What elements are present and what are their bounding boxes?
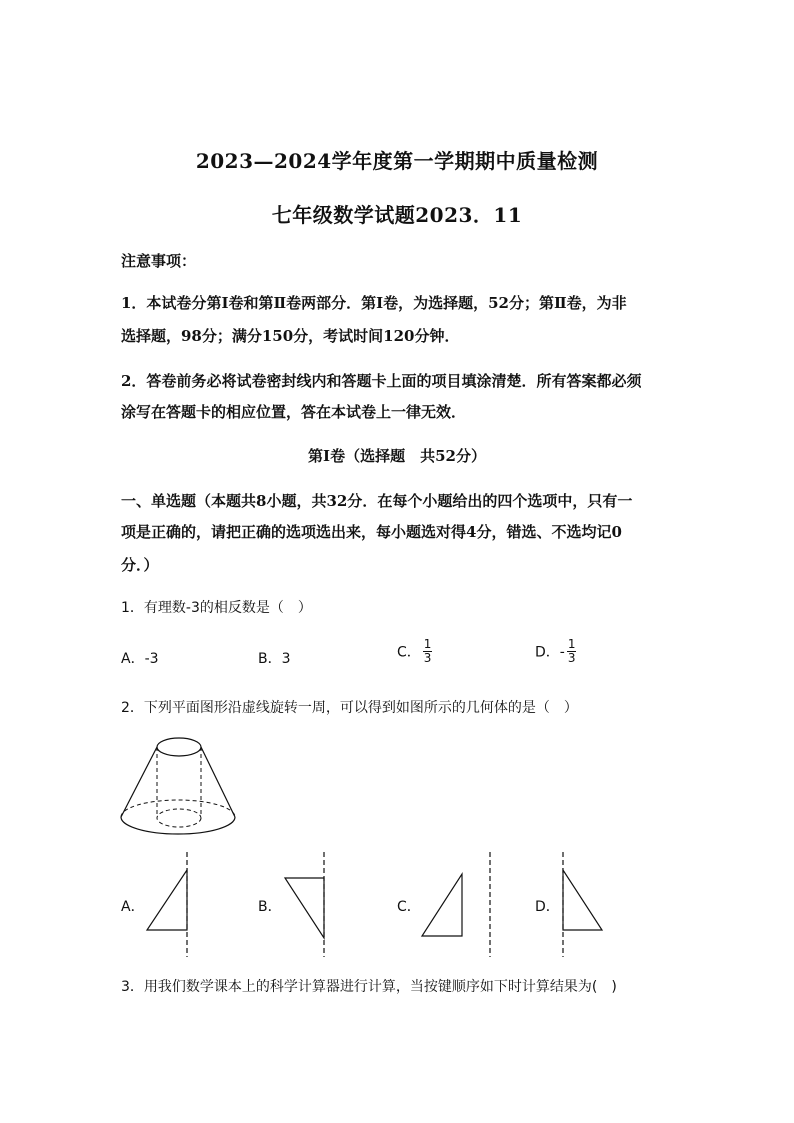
notice-heading: 注意事项：: [121, 252, 197, 270]
option-c-numerator: 1: [423, 637, 432, 651]
question-2-option-b-label: B．: [258, 899, 282, 915]
notice-item-2-line-2: 涂写在答题卡的相应位置，答在本试卷上一律无效．: [121, 403, 467, 421]
question-1-option-d: [535, 638, 576, 665]
question-2-option-a-label: A．: [121, 899, 145, 915]
question-2-option-c-label: C．: [397, 899, 421, 915]
notice-item-2-line-1: 2．答卷前务必将试卷密封线内和答题卡上面的项目填涂清楚．所有答案都必须: [121, 372, 642, 390]
option-d-denominator: 3: [567, 651, 576, 665]
option-d-label: D．-: [535, 644, 565, 661]
frustum-figure: [110, 730, 245, 840]
question-2-option-d-label: D．: [535, 899, 560, 915]
notice-item-1-line-2: 选择题，98分；满分150分，考试时间120分钟．: [121, 327, 460, 345]
section-instructions-line-2: 项是正确的，请把正确的选项选出来，每小题选对得4分，错选、不选均记0: [121, 523, 622, 541]
option-d-numerator: 1: [567, 637, 576, 651]
option-c-label: C．: [397, 644, 421, 661]
question-1-stem: 1．有理数-3的相反数是（ ）: [121, 600, 312, 616]
notice-item-1-line-1: 1．本试卷分第Ⅰ卷和第Ⅱ卷两部分．第Ⅰ卷，为选择题，52分；第Ⅱ卷，为非: [121, 294, 627, 312]
section-instructions-line-1: 一、单选题（本题共8小题，共32分．在每个小题给出的四个选项中，只有一: [121, 492, 633, 510]
option-c-denominator: 3: [423, 651, 432, 665]
question-2-stem: 2．下列平面图形沿虚线旋转一周，可以得到如图所示的几何体的是（ ）: [121, 700, 578, 716]
question-1-option-a: A．-3: [121, 651, 159, 667]
exam-title: 2023—2024学年度第一学期期中质量检测: [195, 149, 599, 173]
option-c-figure: [418, 852, 498, 957]
option-d-fraction: [567, 638, 577, 665]
question-1-option-b: B．3: [258, 651, 291, 667]
exam-subtitle: 七年级数学试题2023．11: [271, 203, 523, 227]
section-instructions-line-3: 分．）: [121, 556, 159, 574]
question-3-stem: 3．用我们数学课本上的科学计算器进行计算，当按键顺序如下时计算结果为( ): [121, 979, 617, 995]
option-c-fraction: [423, 638, 433, 665]
section-heading: 第Ⅰ卷（选择题 共52分）: [308, 447, 486, 465]
option-a-figure: [140, 852, 200, 957]
option-d-figure: [555, 852, 605, 957]
option-b-figure: [280, 852, 340, 957]
question-1-option-c: [397, 638, 432, 665]
